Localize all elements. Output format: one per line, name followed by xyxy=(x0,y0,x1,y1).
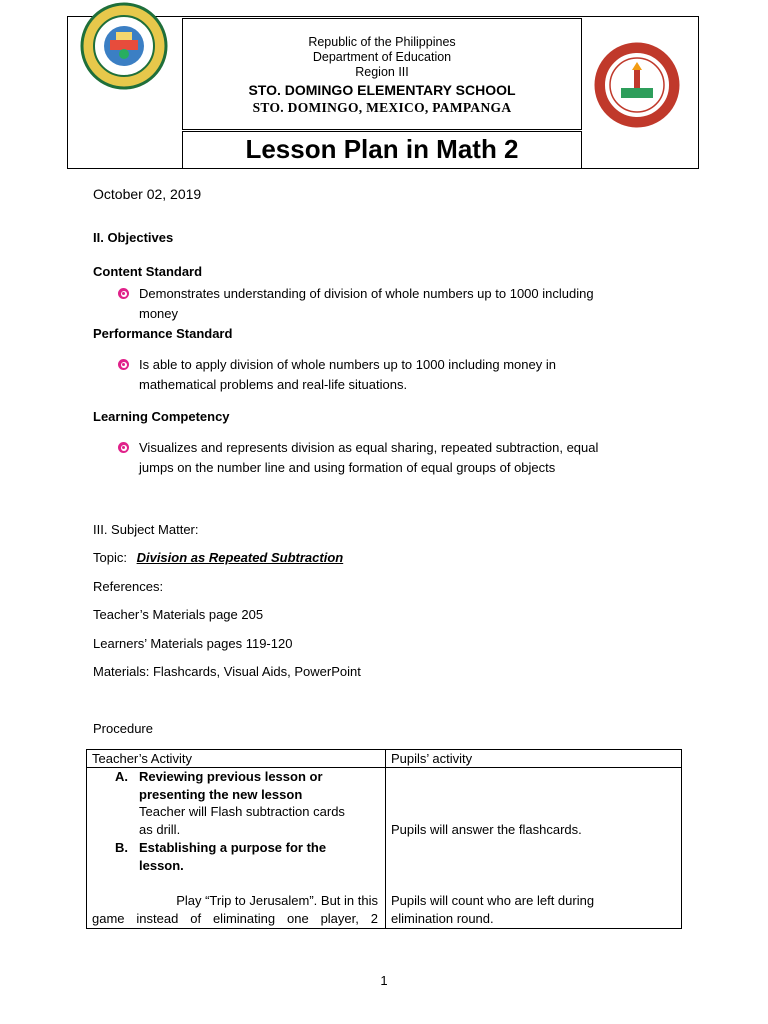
step-a-line3: Teacher will Flash subtraction cards xyxy=(139,804,345,819)
bullet-icon xyxy=(118,288,129,299)
school-seal-logo xyxy=(594,42,680,128)
content-standard-line1: Demonstrates understanding of division of whole numbers up to 1000 including xyxy=(139,286,594,301)
lesson-title: Lesson Plan in Math 2 xyxy=(245,134,519,164)
performance-standard-heading: Performance Standard xyxy=(93,326,233,341)
pupils-b-line2: elimination round. xyxy=(391,911,494,926)
learning-competency-heading: Learning Competency xyxy=(93,409,230,424)
materials-list: Materials: Flashcards, Visual Aids, PowerPoint xyxy=(93,664,361,679)
procedure-heading: Procedure xyxy=(93,721,153,736)
header-department: Department of Education xyxy=(312,50,452,64)
references-label: References: xyxy=(93,579,164,594)
topic-label: Topic: xyxy=(93,550,127,565)
page-number: 1 xyxy=(380,973,388,988)
table-column-divider xyxy=(385,749,386,929)
pupils-b-line1: Pupils will count who are left during xyxy=(391,893,595,908)
bullet-icon xyxy=(118,359,129,370)
col-header-teacher: Teacher’s Activity xyxy=(92,751,192,766)
school-address: STO. DOMINGO, MEXICO, PAMPANGA xyxy=(252,100,512,115)
learning-competency-line2: jumps on the number line and using formation of equal groups of objects xyxy=(139,460,556,475)
pupils-a-activity: Pupils will answer the flashcards. xyxy=(391,822,582,837)
step-b-line1: Establishing a purpose for the xyxy=(139,840,327,855)
lesson-date: October 02, 2019 xyxy=(93,186,202,202)
performance-standard-line2: mathematical problems and real-life situations. xyxy=(139,377,408,392)
header-region: Region III xyxy=(355,65,409,79)
step-b-line2: lesson. xyxy=(139,858,184,873)
teachers-materials: Teacher’s Materials page 205 xyxy=(93,607,264,622)
step-b-letter: B. xyxy=(115,840,128,855)
step-a-line2: presenting the new lesson xyxy=(139,787,303,802)
header-republic: Republic of the Philippines xyxy=(308,35,456,49)
step-b-line4: game instead of eliminating one player, 2 xyxy=(92,911,378,926)
objectives-heading: II. Objectives xyxy=(93,230,174,245)
school-name: STO. DOMINGO ELEMENTARY SCHOOL xyxy=(248,82,516,98)
performance-standard-line1: Is able to apply division of whole numbers up to 1000 including money in xyxy=(139,357,556,372)
deped-seal-logo xyxy=(80,2,168,90)
bullet-icon xyxy=(118,442,129,453)
step-a-line4: as drill. xyxy=(139,822,181,837)
step-b-line3: Play “Trip to Jerusalem”. But in this xyxy=(176,893,378,908)
topic-value: Division as Repeated Subtraction xyxy=(136,550,344,565)
content-standard-heading: Content Standard xyxy=(93,264,203,279)
content-standard-line2: money xyxy=(139,306,179,321)
topic-line xyxy=(93,548,343,568)
col-header-pupils: Pupils’ activity xyxy=(391,751,473,766)
learning-competency-line1: Visualizes and represents division as equal sharing, repeated subtraction, equal xyxy=(139,440,599,455)
step-a-letter: A. xyxy=(115,769,128,784)
subject-matter-heading: III. Subject Matter: xyxy=(93,522,199,537)
step-a-line1: Reviewing previous lesson or xyxy=(139,769,323,784)
learners-materials: Learners’ Materials pages 119-120 xyxy=(93,636,293,651)
